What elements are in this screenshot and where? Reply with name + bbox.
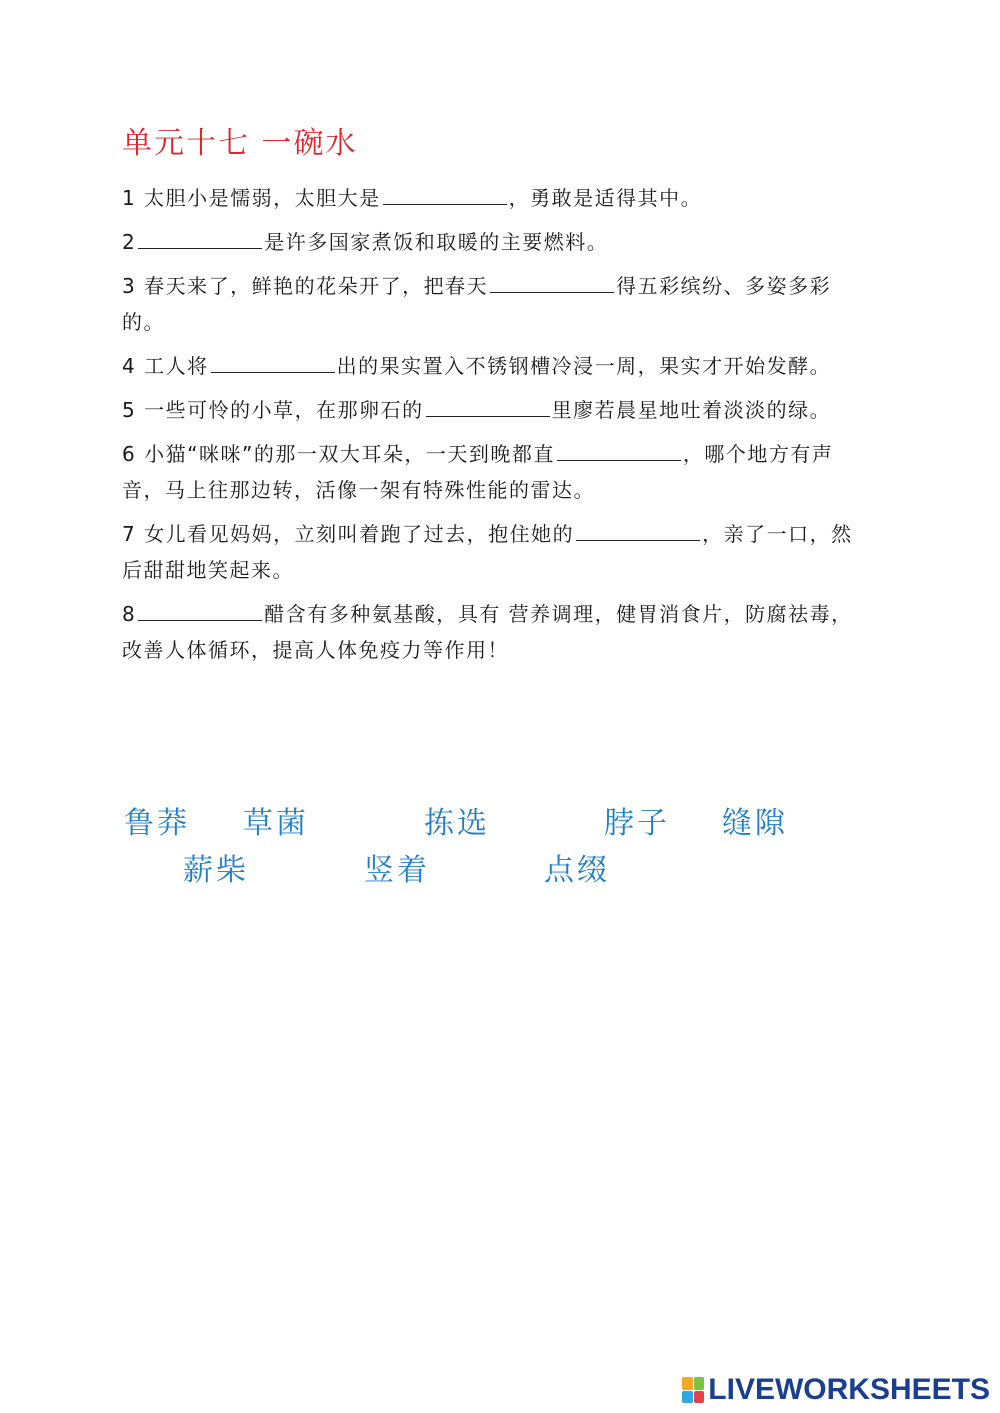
- question-text-after: 得五彩缤纷、多姿多彩的。: [122, 274, 832, 334]
- logo-tile: [694, 1391, 705, 1404]
- question-3: [122, 268, 867, 340]
- logo-tile: [682, 1391, 693, 1404]
- question-text-before: 女儿看见妈妈，立刻叫着跑了过去，抱住她的: [136, 522, 575, 546]
- page-title: 单元十七 一碗水: [122, 126, 358, 161]
- question-text-before: 春天来了，鲜艳的花朵开了，把春天: [144, 274, 489, 298]
- draggable-word[interactable]: 脖子: [604, 806, 670, 841]
- answer-blank-2[interactable]: [138, 226, 262, 249]
- question-4: [122, 348, 867, 384]
- logo-mark-icon: [682, 1377, 704, 1403]
- question-number: 6: [122, 442, 137, 466]
- question-number: 8: [122, 602, 137, 626]
- question-5: [122, 392, 867, 428]
- question-6: [122, 436, 867, 508]
- logo-text: LIVEWORKSHEETS: [708, 1373, 990, 1406]
- answer-blank-8[interactable]: [138, 598, 262, 621]
- question-text-before: 太胆小是懦弱，太胆大是: [144, 186, 381, 210]
- question-8: [122, 596, 867, 668]
- liveworksheets-logo: [682, 1375, 990, 1405]
- answer-blank-7[interactable]: [576, 518, 700, 541]
- answer-blank-4[interactable]: [211, 350, 335, 373]
- answer-blank-1[interactable]: [383, 182, 507, 205]
- logo-tile: [682, 1377, 693, 1390]
- draggable-word[interactable]: 草菌: [243, 806, 309, 841]
- question-text-after: ，哪个地方有声音，马上往那边转，活像一架有特殊性能的雷达。: [122, 442, 834, 502]
- draggable-word[interactable]: 拣选: [424, 806, 490, 841]
- question-text-before: 一些可怜的小草，在那卵石的: [136, 398, 424, 422]
- draggable-word[interactable]: 缝隙: [722, 806, 788, 841]
- question-text-after: ，亲了一口，然后甜甜地笑起来。: [122, 522, 853, 582]
- question-number: 2: [122, 230, 137, 254]
- question-text-after: 醋含有多种氨基酸，具有 营养调理，健胃消食片，防腐祛毒，改善人体循环，提高人体免疫力等作用！: [122, 602, 853, 662]
- question-number: 3: [122, 274, 137, 298]
- question-7: [122, 516, 867, 588]
- logo-tile: [694, 1377, 705, 1390]
- question-text-after: ，勇敢是适得其中。: [508, 186, 703, 210]
- draggable-word[interactable]: 竖着: [364, 853, 430, 888]
- answer-blank-6[interactable]: [557, 438, 681, 461]
- question-text-before: 工人将: [144, 354, 209, 378]
- question-1: [122, 180, 867, 216]
- question-number: 7: [122, 522, 137, 546]
- question-number: 1: [122, 186, 137, 210]
- question-number: 4: [122, 354, 137, 378]
- question-2: [122, 224, 867, 260]
- draggable-word[interactable]: 薪柴: [183, 853, 249, 888]
- draggable-word[interactable]: 鲁莽: [124, 806, 190, 841]
- question-text-after: 出的果实置入不锈钢槽冷浸一周，果实才开始发酵。: [336, 354, 832, 378]
- question-text-after: 里廖若晨星地吐着淡淡的绿。: [551, 398, 832, 422]
- answer-blank-5[interactable]: [426, 394, 550, 417]
- draggable-word[interactable]: 点缀: [544, 853, 610, 888]
- question-list: [122, 180, 867, 676]
- question-text-before: 小猫“咪咪”的那一双大耳朵，一天到晚都直: [136, 442, 555, 466]
- answer-blank-3[interactable]: [490, 270, 614, 293]
- question-number: 5: [122, 398, 137, 422]
- question-text-after: 是许多国家煮饭和取暖的主要燃料。: [264, 230, 609, 254]
